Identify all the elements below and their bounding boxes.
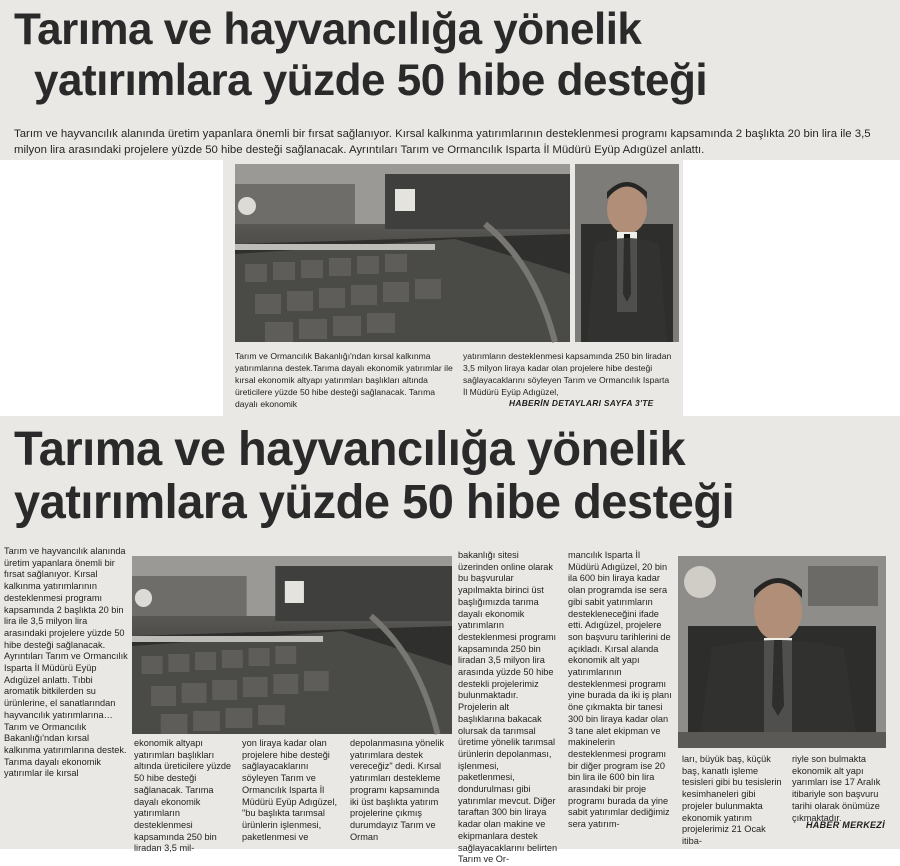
conference-hall-photo bbox=[235, 164, 570, 342]
article-column-4: depolanmasına yönelik yatırımlara destek vereceğiz" dedi. Kırsal yatırımları destekleme programı kapsamında iki üst başlıkta yatırım projelerine çıkmış durumdayız Tarım ve Orman bbox=[350, 738, 444, 842]
bottom-clipping bbox=[0, 416, 900, 865]
article-hall-photo bbox=[132, 556, 452, 734]
portrait-illustration bbox=[575, 164, 679, 342]
article-column-5: bakanlığı sitesi üzerinden online olarak bu başvurular yapılmakta birinci üst başlığımızda tarıma dayalı ekonomik yatırımların desteklenmesi programı kapsamında 250 bin liradan 3,5 milyon lira arasında yüzde 50 hibe destekli projelerimiz bulunmaktadır. Projelerin alt başlıklarına bakacak olursak da tarımsal üretime yönelik tarımsal ürünlerin depolanması, işlenmesi, paketlenmesi, dondurulması gibi yatırımlar mevcut. Diğer taraftan 300 bin liraya kadar olan makine ve ekipmanlara destek sağlayacaklarını belirten Tarım ve Or- bbox=[458, 550, 558, 865]
photo-caption-right: yatırımların desteklenmesi kapsamında 250 bin liradan 3,5 milyon liraya kadar olan projelere hibe desteği sağlayacaklarını söyleyen Tarım ve Ormancılık Isparta İl Müdürü Eyüp Adıgüzel, bbox=[463, 351, 672, 397]
article-portrait-photo bbox=[678, 556, 886, 748]
bottom-headline-line-2: yatırımlara yüzde 50 hibe desteği bbox=[14, 474, 735, 529]
middle-clipping bbox=[223, 160, 683, 416]
article-column-7: ları, büyük baş, küçük baş, kanatlı işleme tesisleri gibi bu tesislerin kesimhaneleri gibi projeler bulunmakta ekonomik yatırım projelerimiz 21 Ocak itiba- bbox=[682, 754, 782, 846]
article-column-8: riyle son bulmakta ekonomik alt yapı yarımları ise 17 Aralık itibariyle son başvuru tarihi olarak önümüze çıkmaktadır. bbox=[792, 754, 881, 823]
top-headline-line-1: Tarıma ve hayvancılığa yönelik bbox=[14, 4, 642, 54]
article-column-3: yon liraya kadar olan projelere hibe desteği sağlayacaklarını söyleyen Tarım ve Ormancılık Isparta İl Müdürü Eyüp Adıgüzel, "bu başlıkta tarımsal ürünlerin işlenmesi, paketlenmesi ve bbox=[242, 738, 337, 842]
bottom-headline bbox=[14, 422, 894, 528]
article-column-2: ekonomik altyapı yatırımları başlıkları altında üreticilere yüzde 50 hibe desteği sağlanacak. Tarıma dayalı ekonomik yatırımların desteklenmesi kapsamında 250 bin liradan 3,5 mil- bbox=[134, 738, 232, 854]
top-headline-line-2: yatırımlara yüzde 50 hibe desteği bbox=[34, 55, 708, 105]
top-clipping bbox=[0, 0, 900, 160]
director-portrait-photo bbox=[575, 164, 679, 342]
article-portrait-illustration bbox=[678, 556, 886, 748]
details-page-reference: HABERİN DETAYLARI SAYFA 3'TE bbox=[509, 398, 654, 408]
conference-hall-illustration bbox=[235, 164, 570, 342]
article-column-6: mancılık Isparta İl Müdürü Adıgüzel, 20 bin ila 600 bin liraya kadar olan programda ise sera gibi sabit yatırımların destekleneceğini ifade etti. Adıgüzel, projelere son başvuru tarihlerini de açıkladı. Kırsal alanda ekonomik alt yapı yatırımlarının desteklenmesi programı yine burada da iki iş planı öne çıkmakta bir tanesi 300 bin liraya kadar olan 3 tane alet ekipman ve makinelerin desteklenmesi programı bir diğer program ise 20 bin lira ile 600 bin lira arasındaki bir proje programı burada da yine sabit yatırımlar dediğimiz sera yatırım- bbox=[568, 550, 672, 830]
article-hall-illustration bbox=[132, 556, 452, 734]
news-agency-signature: HABER MERKEZİ bbox=[806, 820, 885, 830]
top-lead-paragraph: Tarım ve hayvancılık alanında üretim yapanlara önemli bir fırsat sağlanıyor. Kırsal kalkınma yatırımlarının desteklenmesi programı kapsamında 2 başlıkta 20 bin lira ile 3,5 milyon lira arasındaki projelere yüzde 50 hibe desteği sağlanacak. Ayrıntıları Tarım ve Ormancılık Isparta İl Müdürü Eyüp Adıgüzel anlattı. bbox=[14, 128, 871, 156]
bottom-headline-line-1: Tarıma ve hayvancılığa yönelik bbox=[14, 420, 686, 476]
photo-caption-left: Tarım ve Ormancılık Bakanlığı'ndan kırsal kalkınma yatırımlarına destek.Tarıma dayalı ekonomik yatırımlar ile kırsal ekonomik altyapı yatırımları başlıkları altında üreticilere yüzde 50 hibe desteği sağlanacak. Tarıma dayalı ekonomik bbox=[235, 351, 453, 409]
top-headline bbox=[14, 4, 894, 106]
article-column-1: Tarım ve hayvancılık alanında üretim yapanlara önemli bir fırsat sağlanıyor. Kırsal kalkınma yatırımlarının desteklenmesi programı kapsamında 2 başlıkta 20 bin lira ile 3,5 milyon lira arasındaki projelere yüzde 50 hibe desteği sağlanacak. Ayrıntıları Tarım ve Ormancılık Isparta İl Müdürü Eyüp Adıgüzel anlattı. Tıbbi aromatik bitkilerden su ürünlerine, el sanatlarından hayvancılık yatırımlarına… Tarım ve Ormancılık Bakanlığı'ndan kırsal kalkınma yatırımlarına destek. Tarıma dayalı ekonomik yatırımlar ile kırsal bbox=[4, 546, 128, 779]
